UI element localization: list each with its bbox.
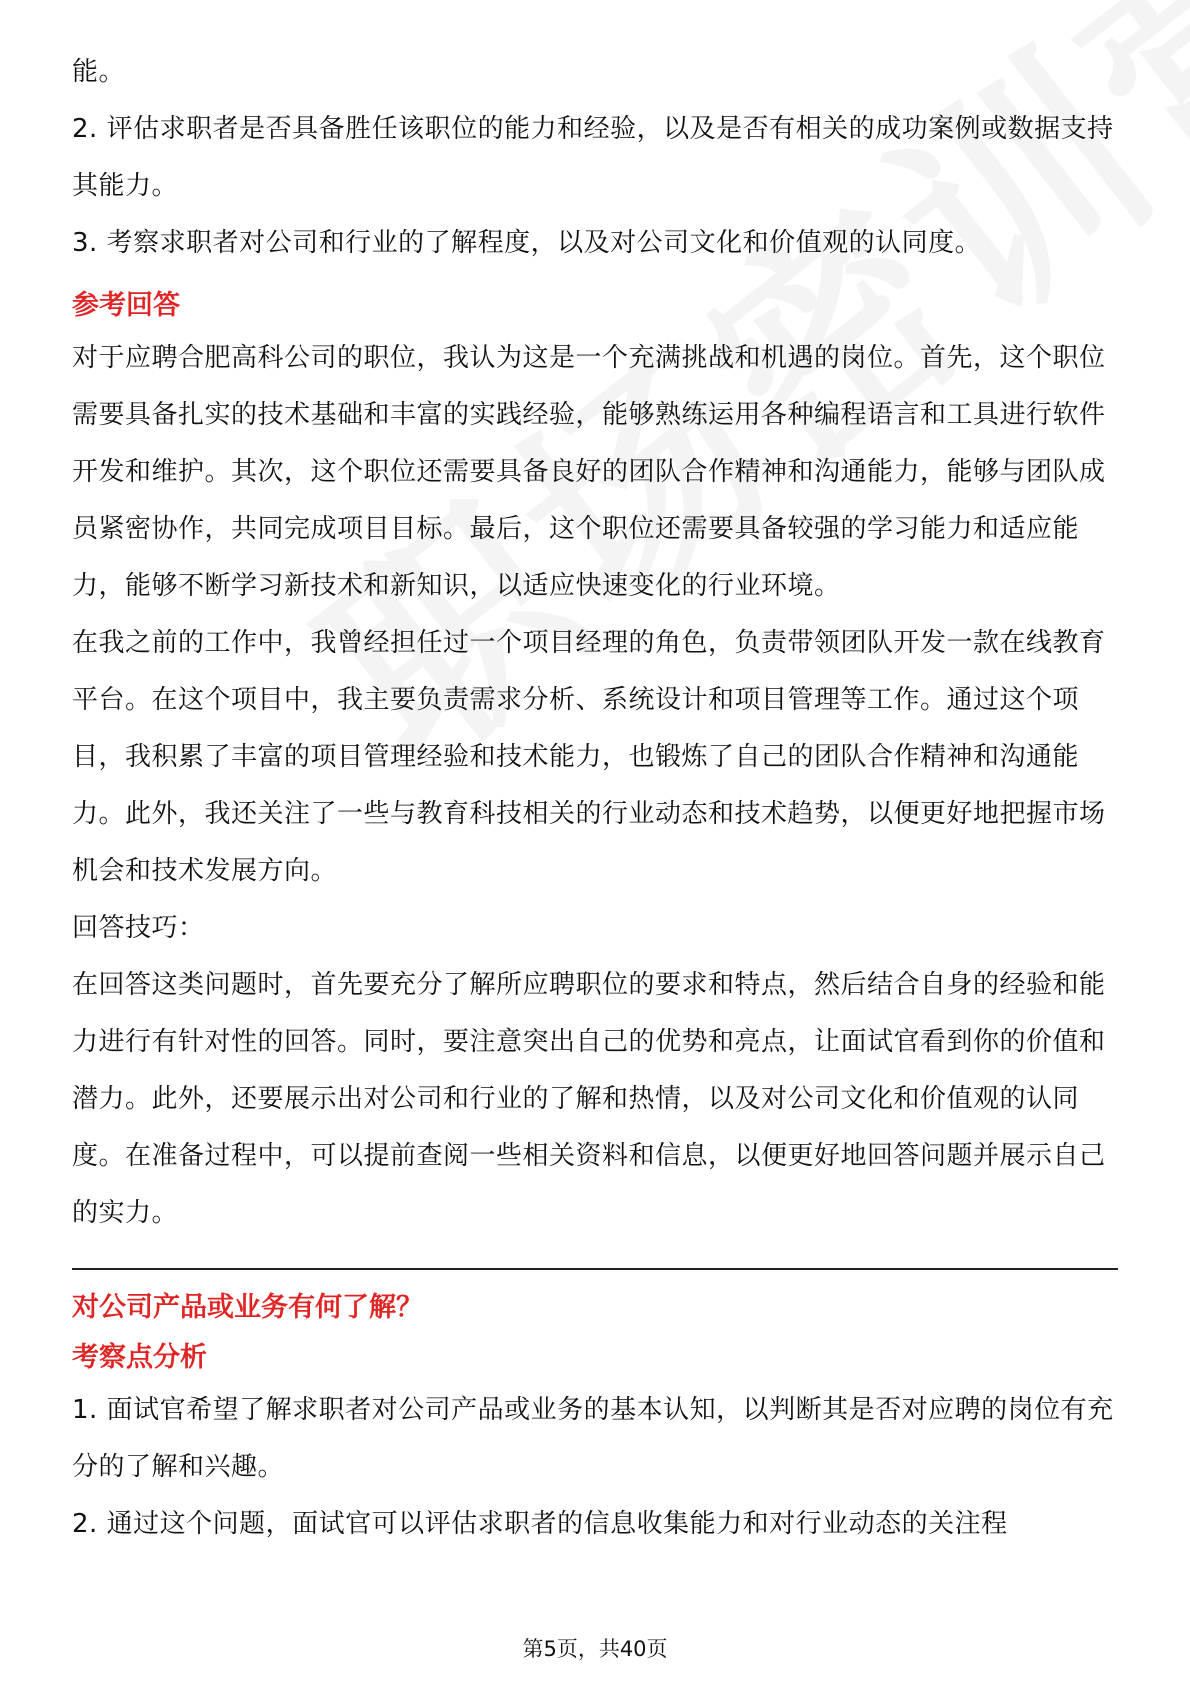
reference-paragraph-2: 在我之前的工作中，我曾经担任过一个项目经理的角色，负责带领团队开发一款在线教育平台。在这个项目中，我主要负责需求分析、系统设计和项目管理等工作。通过这个项目，我积累了丰富的项目管理经验和技术能力，也锻炼了自己的团队合作精神和沟通能力。此外，我还关注了一些与教育科技相关的行业动态和技术趋势，以便更好地把握市场机会和技术发展方向。	[72, 628, 1106, 886]
question-point-2: 2. 通过这个问题，面试官可以评估求职者的信息收集能力和对行业动态的关注程	[72, 1509, 1008, 1539]
reference-answer-heading: 参考回答	[72, 290, 180, 321]
tips-label: 回答技巧：	[72, 913, 205, 943]
analysis-heading: 考察点分析	[72, 1342, 207, 1373]
page-number: 第5页，共40页	[522, 1637, 668, 1661]
question-point-1: 1. 面试官希望了解求职者对公司产品或业务的基本认知，以判断其是否对应聘的岗位有充分的了解和兴趣。	[72, 1395, 1114, 1482]
analysis-point-2: 2. 评估求职者是否具备胜任该职位的能力和经验，以及是否有相关的成功案例或数据支持其能力。	[72, 114, 1114, 201]
tips-paragraph: 在回答这类问题时，首先要充分了解所应聘职位的要求和特点，然后结合自身的经验和能力进行有针对性的回答。同时，要注意突出自己的优势和亮点，让面试官看到你的价值和潜力。此外，还要展示出对公司和行业的了解和热情，以及对公司文化和价值观的认同度。在准备过程中，可以提前查阅一些相关资料和信息，以便更好地回答问题并展示自己的实力。	[72, 970, 1106, 1228]
reference-paragraph-1: 对于应聘合肥高科公司的职位，我认为这是一个充满挑战和机遇的岗位。首先，这个职位需要具备扎实的技术基础和丰富的实践经验，能够熟练运用各种编程语言和工具进行软件开发和维护。其次，这个职位还需要具备良好的团队合作精神和沟通能力，能够与团队成员紧密协作，共同完成项目目标。最后，这个职位还需要具备较强的学习能力和适应能力，能够不断学习新技术和新知识，以适应快速变化的行业环境。	[72, 343, 1106, 601]
question-title: 对公司产品或业务有何了解？	[72, 1292, 423, 1323]
continuation-line: 能。	[72, 57, 126, 87]
document-body	[72, 44, 1118, 1553]
analysis-point-3: 3. 考察求职者对公司和行业的了解程度，以及对公司文化和价值观的认同度。	[72, 228, 982, 258]
section-divider	[72, 1268, 1118, 1270]
